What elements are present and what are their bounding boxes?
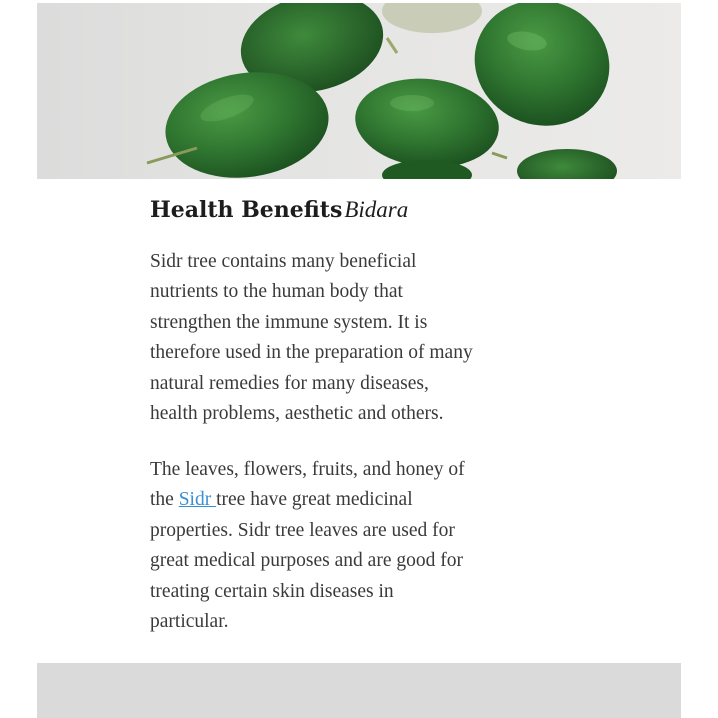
p2-line: The leaves, flowers, fruits, and honey of: [150, 459, 465, 480]
p2-line: great medical purposes and are good for: [150, 550, 463, 572]
article-heading: [150, 197, 408, 223]
p2-line: properties. Sidr tree leaves are used for: [150, 519, 455, 541]
p1-line: nutrients to the human body that: [150, 281, 403, 303]
p1-line: therefore used in the preparation of many: [150, 342, 473, 364]
paragraph-intro: [150, 247, 630, 429]
bottom-gray-bar: [37, 663, 681, 718]
screenshot-frame: [37, 3, 681, 718]
hero-image: [37, 3, 681, 179]
article-section: [37, 179, 681, 663]
p1-line: strengthen the immune system. It is: [150, 311, 428, 333]
heading-italic-text: Bidara: [344, 197, 409, 222]
heading-bold-text: Health Benefits: [150, 197, 343, 223]
p1-line: health problems, aesthetic and others.: [150, 403, 444, 425]
sidr-leaves-illustration: [37, 3, 681, 179]
p1-line: natural remedies for many diseases,: [150, 372, 429, 394]
p2-line-suffix: tree have great medicinal: [216, 489, 413, 511]
p2-line: treating certain skin diseases in: [150, 580, 394, 602]
p2-line: particular.: [150, 611, 229, 633]
p2-line-prefix: the: [150, 489, 179, 511]
p1-line: Sidr tree contains many beneficial: [150, 251, 417, 272]
sidr-link[interactable]: Sidr: [178, 489, 217, 511]
paragraph-medicinal: [150, 455, 630, 637]
